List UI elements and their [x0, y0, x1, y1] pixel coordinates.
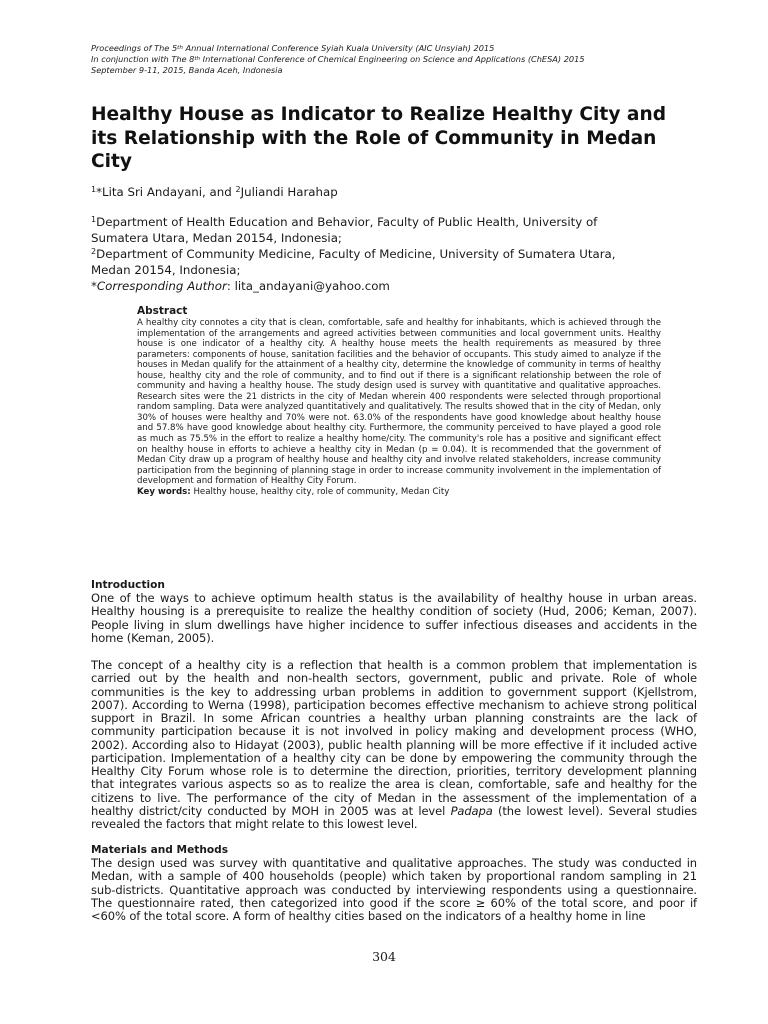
proceedings-line-3: September 9-11, 2015, Banda Aceh, Indonesia: [91, 65, 283, 75]
introduction-paragraph-2: The concept of a healthy city is a reflection that health is a common problem that implementation is carried out by the health and non-health sectors, government, public and private. Role of whole communities is the key to addressing urban problems in addition to government support (Kjellstrom, 2007). According to Werna (1998), participation becomes effective mechanism to achieve strong political support in Brazil. In some African countries a healthy urban planning constraints are the lack of community participation because it is not involved in policy making and development process (WHO, 2002). According also to Hidayat (2003), public health planning will be more effective if it included active participation. Implementation of a healthy city can be done by empowering the community through the Healthy City Forum whose role is to determine the direction, priorities, territory development planning that integrates various aspects so as to realize the area is clean, comfortable, safe and healthy for the citizens to live. The performance of the city of Medan in the assessment of the implementation of a healthy district/city conducted by MOH in 2005 was at level Padapa (the lowest level). Several studies revealed the factors that might relate to this lowest level.: [91, 658, 697, 831]
affiliation-1-line-2: Sumatera Utara, Medan 20154, Indonesia;: [91, 231, 342, 245]
methods-paragraph-1: The design used was survey with quantitative and qualitative approaches. The study was conducted in Medan, with a sample of 400 households (people) which taken by proportional random sampling in 21 sub-districts. Quantitative approach was conducted by interviewing respondents using a questionnaire. The questionnaire rated, then categorized into good if the score ≥ 60% of the total score, and poor if <60% of the total score. A form of healthy cities based on the indicators of a healthy home in line: [91, 856, 697, 923]
proceedings-line-2: In conjunction with The 8th International Conference of Chemical Engineering on Science and Applications (ChESA) 2015: [91, 54, 585, 64]
affiliation-2-line-1: $^2$Department of Community Medicine, Faculty of Medicine, University of Sumatera Utara,: [91, 247, 616, 261]
abstract-section: [137, 305, 661, 497]
corresponding-email: : lita_andayani@yahoo.com: [226, 279, 390, 293]
abstract-heading: Abstract: [137, 305, 188, 317]
author-2: Juliandi Harahap: [240, 185, 338, 199]
corresponding-author: *Corresponding Author: lita_andayani@yahoo.com: [91, 279, 390, 293]
affiliation-2-line-2: Medan 20154, Indonesia;: [91, 263, 241, 277]
paper-title: Healthy House as Indicator to Realize Healthy City and its Relationship with the Role of Community in Medan City: [91, 104, 667, 172]
introduction-paragraph-1: One of the ways to achieve optimum health status is the availability of healthy house in urban areas. Healthy housing is a prerequisite to realize the healthy condition of society (Hud, 2006; Keman, 2007). People living in slum dwellings have higher incidence to suffer infectious diseases and accidents in the home (Keman, 2005).: [91, 591, 697, 645]
introduction-heading: Introduction: [91, 579, 165, 591]
proceedings-line-1: Proceedings of The 5th Annual International Conference Syiah Kuala University (AIC Unsyiah) 2015: [91, 43, 495, 53]
methods-heading: Materials and Methods: [91, 844, 229, 856]
proceedings-header: [91, 43, 711, 76]
affiliations: [91, 214, 691, 294]
page-number: 304: [372, 949, 396, 964]
author-1: *Lita Sri Andayani, and: [96, 185, 236, 199]
keywords: Key words: Healthy house, healthy city, role of community, Medan City: [137, 486, 450, 497]
affiliation-1-line-1: $^1$Department of Health Education and Behavior, Faculty of Public Health, University of: [91, 215, 598, 229]
author-list: $^1$*Lita Sri Andayani, and $^2$Juliandi Harahap: [91, 185, 338, 199]
abstract-text: A healthy city connotes a city that is clean, comfortable, safe and healthy for inhabitants, which is achieved through the implementation of the arrangements and agreed activities between communities and local government units. Healthy house is one indicator of a healthy city. A healthy house meets the health requirements as measured by three parameters: components of house, sanitation facilities and the behavior of occupants. This study aimed to analyze if the houses in Medan qualify for the attainment of a healthy city, determine the knowledge of community in terms of healthy house, healthy city and the role of community, and to find out if there is a significant relationship between the role of community and having a healthy house. The study design used is survey with quantitative and qualitative approaches. Research sites were the 21 districts in the city of Medan wherein 400 respondents were selected through proportional random sampling. Data were analyzed quantitatively and qualitatively. The results showed that in the city of Medan, only 30% of houses were healthy and 70% were not. 63.0% of the respondents have good knowledge about healthy house and 57.8% have good knowledge about healthy city. Furthermore, the community perceived to have played a good role as much as 75.5% in the effort to realize a healthy home/city. The community's role has a positive and significant effect on healthy house in efforts to achieve a healthy city in Medan (p = 0.04). It is recommended that the government of Medan City draw up a program of healthy house and healthy city and involve related stakeholders, increase community participation from the beginning of planning stage in order to increase community involvement in the implementation of development and formation of Healthy City Forum.: [137, 318, 661, 487]
